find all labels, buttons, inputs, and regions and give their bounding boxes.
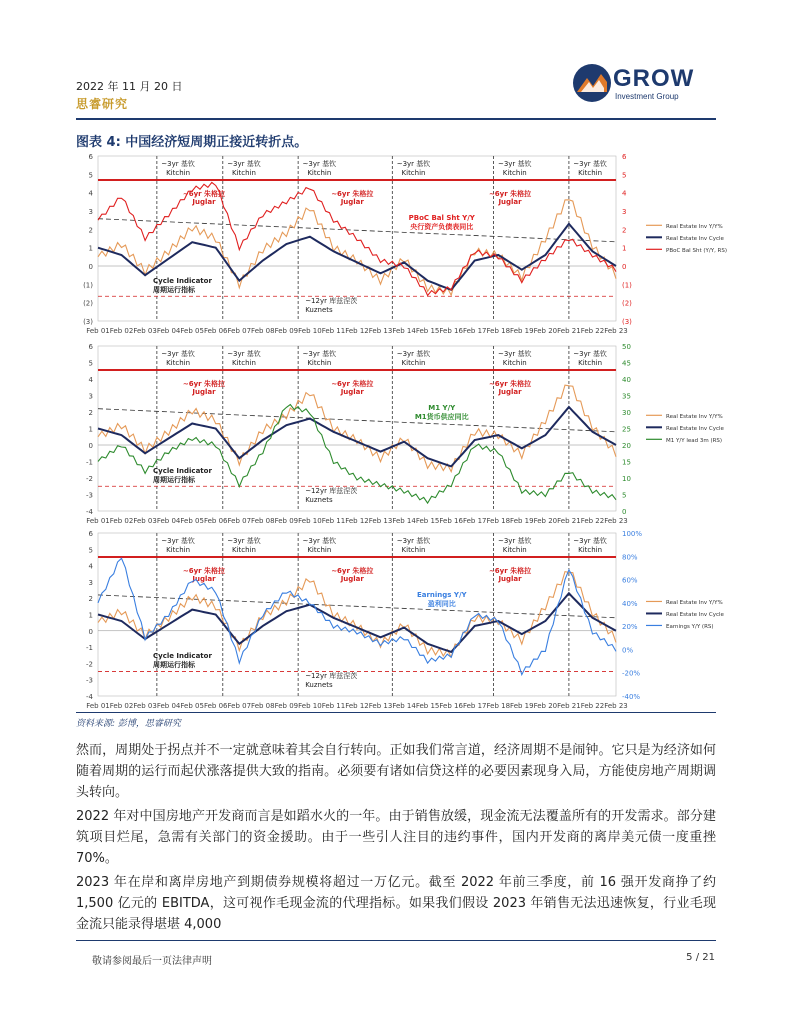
y2-tick-label: 3 [622, 208, 627, 216]
x-tick-label: Feb 21 [557, 517, 581, 525]
kuznets-label: Kuznets [305, 681, 333, 689]
paragraph-3: 2023 年在岸和离岸房地产到期债券规模将超过一万亿元。截至 2022 年前三季度，前 16 强开发商挣了约 1,500 亿元的 EBITDA，这可视作毛现金流的代理指标。如果我们假设 2023 年销售无法迅速恢复，行业毛现金流只能录得堪堪 4,000 [76, 875, 716, 932]
y-tick-label: 2 [88, 595, 93, 604]
brand-name: 思睿研究 [76, 97, 129, 111]
y2-tick-label: 40 [622, 376, 631, 384]
y2-tick-label: 6 [622, 153, 627, 161]
x-tick-label: Feb 15 [415, 327, 440, 335]
juglar-label: Juglar [498, 575, 522, 583]
x-tick-label: Feb 19 [510, 327, 534, 335]
x-tick-label: Feb 04 [156, 702, 181, 710]
cycle-label: Kitchin [578, 169, 603, 177]
x-tick-label: Feb 15 [415, 702, 440, 710]
y-tick-label: (2) [83, 299, 93, 308]
y2-tick-label: -40% [622, 693, 641, 701]
y-tick-label: 2 [88, 409, 93, 417]
y-tick-label: 2 [88, 226, 93, 235]
x-tick-label: Feb 01 [86, 702, 110, 710]
juglar-label: ~6yr 朱格拉 [331, 380, 374, 388]
source-rule [76, 712, 716, 713]
chart-3 [76, 527, 724, 710]
cycle-label: ~3yr 基钦 [573, 350, 607, 358]
logo-text: GROW [613, 65, 695, 92]
cycle-label: Kitchin [166, 359, 191, 367]
y-tick-label: 3 [88, 208, 93, 216]
y-tick-label: 5 [88, 359, 93, 368]
x-tick-label: Feb 15 [415, 517, 440, 525]
x-tick-label: Feb 09 [274, 702, 299, 710]
rs-series-label: 央行资产负债表同比 [410, 223, 474, 231]
juglar-label: ~6yr 朱格拉 [331, 567, 374, 575]
x-tick-label: Feb 05 [180, 702, 204, 710]
cycle-indicator-label: Cycle Indicator [153, 652, 212, 660]
cycle-label: Kitchin [307, 359, 332, 367]
chart-panel-2 [76, 340, 724, 525]
x-tick-label: Feb 17 [462, 517, 487, 525]
y-tick-label: (3) [83, 318, 93, 326]
cycle-label: ~3yr 基钦 [497, 160, 532, 168]
x-tick-label: Feb 05 [180, 517, 204, 525]
y2-tick-label: 45 [622, 359, 631, 368]
juglar-label: Juglar [192, 388, 216, 396]
y2-tick-label: 40% [622, 599, 638, 608]
x-tick-label: Feb 19 [510, 517, 534, 525]
cycle-indicator-label: Cycle Indicator [153, 277, 212, 285]
y-tick-label: -1 [86, 644, 93, 653]
x-tick-label: Feb 22 [580, 327, 605, 335]
header-rule [76, 118, 716, 120]
x-tick-label: Feb 04 [156, 517, 181, 525]
y2-tick-label: 15 [622, 458, 631, 467]
cycle-indicator-label: Cycle Indicator [153, 467, 212, 475]
cycle-label: Kitchin [307, 546, 332, 554]
cycle-label: Kitchin [502, 169, 527, 177]
cycle-label: Kitchin [232, 359, 256, 367]
y2-tick-label: 5 [622, 491, 627, 500]
legend-label: Real Estate Inv Cycle [666, 425, 724, 432]
rs-series-label: M1 Y/Y [428, 404, 456, 412]
y-tick-label: -2 [86, 660, 93, 669]
y-tick-label: 6 [88, 343, 93, 351]
cycle-label: ~3yr 基钦 [396, 350, 431, 358]
company-logo [571, 62, 721, 106]
x-tick-label: Feb 08 [251, 327, 275, 335]
juglar-label: ~6yr 朱格拉 [331, 190, 374, 198]
juglar-label: ~6yr 朱格拉 [488, 567, 532, 575]
x-tick-label: Feb 02 [109, 327, 134, 335]
x-tick-label: Feb 13 [368, 702, 393, 710]
x-tick-label: Feb 08 [251, 702, 275, 710]
y2-tick-label: (2) [622, 299, 632, 308]
cycle-label: Kitchin [232, 546, 256, 554]
x-tick-label: Feb 03 [133, 702, 157, 710]
cycle-label: ~3yr 基钦 [302, 537, 337, 545]
x-tick-label: Feb 23 [604, 702, 628, 710]
x-tick-label: Feb 07 [227, 327, 252, 335]
x-tick-label: Feb 21 [557, 327, 581, 335]
cycle-label: ~3yr 基钦 [573, 537, 607, 545]
y2-tick-label: 0 [622, 508, 627, 516]
x-tick-label: Feb 20 [533, 517, 558, 525]
legend-label: Real Estate Inv Y/Y% [666, 413, 723, 420]
cycle-label: Kitchin [166, 546, 191, 554]
y-tick-label: 6 [88, 530, 93, 538]
x-tick-label: Feb 17 [462, 702, 487, 710]
cycle-indicator-label: 周期运行指标 [153, 476, 195, 484]
cycle-label: ~3yr 基钦 [497, 537, 532, 545]
juglar-label: ~6yr 朱格拉 [182, 567, 226, 575]
logo-subtext: Investment Group [615, 92, 679, 101]
x-tick-label: Feb 23 [604, 517, 628, 525]
cycle-label: ~3yr 基钦 [161, 160, 195, 168]
x-tick-label: Feb 10 [298, 702, 322, 710]
cycle-label: Kitchin [401, 169, 426, 177]
y-tick-label: 0 [88, 442, 93, 450]
x-tick-label: Feb 01 [86, 327, 110, 335]
chart-1 [76, 150, 728, 335]
y2-tick-label: 4 [622, 189, 627, 198]
x-tick-label: Feb 12 [345, 702, 369, 710]
y2-tick-label: -20% [622, 669, 641, 678]
x-tick-label: Feb 02 [109, 702, 134, 710]
rs-series-label: M1货币供应同比 [414, 413, 469, 421]
cycle-label: ~3yr 基钦 [302, 160, 337, 168]
cycle-indicator-label: 周期运行指标 [153, 661, 195, 669]
cycle-label: Kitchin [502, 359, 527, 367]
x-tick-label: Feb 23 [604, 327, 628, 335]
cycle-label: Kitchin [232, 169, 256, 177]
kuznets-label: ~12yr 库兹涅茨 [305, 672, 358, 680]
series-line-2 [98, 407, 616, 466]
y2-tick-label: 80% [622, 553, 638, 562]
y2-tick-label: 60% [622, 576, 638, 585]
chart-panel-3 [76, 527, 724, 710]
legend-label: Real Estate Inv Cycle [666, 611, 724, 618]
x-tick-label: Feb 07 [227, 517, 252, 525]
y-tick-label: 5 [88, 171, 93, 180]
y2-tick-label: (1) [622, 281, 632, 290]
juglar-label: Juglar [192, 575, 216, 583]
x-tick-label: Feb 20 [533, 702, 558, 710]
y2-tick-label: 100% [622, 530, 643, 538]
legend-label: Real Estate Inv Cycle [666, 235, 724, 242]
report-date: 2022 年 11 月 20 日 [76, 80, 183, 93]
x-tick-label: Feb 03 [133, 327, 157, 335]
figure-title: 图表 4: 中国经济短周期正接近转折点。 [76, 135, 308, 150]
legend-label: Earnings Y/Y (RS) [666, 623, 714, 630]
juglar-label: ~6yr 朱格拉 [182, 190, 226, 198]
x-tick-label: Feb 10 [298, 327, 322, 335]
x-tick-label: Feb 10 [298, 517, 322, 525]
y-tick-label: -4 [86, 693, 93, 701]
x-tick-label: Feb 18 [486, 517, 511, 525]
x-tick-label: Feb 12 [345, 327, 369, 335]
x-tick-label: Feb 19 [510, 702, 534, 710]
y-tick-label: -4 [86, 508, 93, 516]
x-tick-label: Feb 08 [251, 517, 275, 525]
figure-source: 资料来源: 彭博，思睿研究 [76, 719, 181, 729]
y-tick-label: 4 [88, 562, 93, 571]
trend-line [98, 595, 616, 618]
juglar-label: ~6yr 朱格拉 [488, 190, 532, 198]
x-tick-label: Feb 14 [392, 517, 416, 525]
cycle-label: ~3yr 基钦 [227, 160, 261, 168]
footer-rule [76, 940, 716, 941]
page-number: 5 / 21 [686, 952, 715, 963]
x-tick-label: Feb 09 [274, 327, 299, 335]
y2-tick-label: 0% [622, 646, 634, 655]
x-tick-label: Feb 16 [439, 517, 463, 525]
y2-tick-label: 20 [622, 442, 631, 450]
cycle-label: Kitchin [401, 546, 426, 554]
juglar-label: Juglar [340, 198, 364, 206]
x-tick-label: Feb 18 [486, 702, 511, 710]
x-tick-label: Feb 16 [439, 702, 463, 710]
x-tick-label: Feb 05 [180, 327, 204, 335]
x-tick-label: Feb 01 [86, 517, 110, 525]
y-tick-label: 3 [88, 578, 93, 587]
y2-tick-label: 20% [622, 623, 638, 632]
rs-series-label: Earnings Y/Y [416, 591, 467, 599]
cycle-label: ~3yr 基钦 [497, 350, 532, 358]
juglar-label: ~6yr 朱格拉 [182, 380, 226, 388]
y2-tick-label: (3) [622, 318, 632, 326]
x-tick-label: Feb 03 [133, 517, 157, 525]
footer-disclaimer: 敬请参阅最后一页法律声明 [92, 956, 212, 967]
cycle-indicator-label: 周期运行指标 [153, 286, 195, 294]
x-tick-label: Feb 22 [580, 517, 605, 525]
y2-tick-label: 25 [622, 425, 631, 434]
y2-tick-label: 5 [622, 171, 627, 180]
cycle-label: Kitchin [307, 169, 332, 177]
kuznets-label: ~12yr 库兹涅茨 [305, 297, 358, 305]
y2-tick-label: 50 [622, 343, 631, 351]
cycle-label: ~3yr 基钦 [396, 537, 431, 545]
y-tick-label: 5 [88, 546, 93, 555]
series-line-2 [98, 593, 616, 652]
kuznets-label: ~12yr 库兹涅茨 [305, 487, 358, 495]
x-tick-label: Feb 14 [392, 327, 416, 335]
legend-label: Real Estate Inv Y/Y% [666, 599, 723, 606]
y-tick-label: -2 [86, 475, 93, 483]
cycle-label: Kitchin [502, 546, 527, 554]
y-tick-label: 1 [88, 425, 93, 434]
y-tick-label: -3 [86, 676, 93, 685]
juglar-label: Juglar [192, 198, 216, 206]
cycle-label: Kitchin [578, 359, 603, 367]
y2-tick-label: 10 [622, 475, 631, 483]
cycle-label: ~3yr 基钦 [302, 350, 337, 358]
x-tick-label: Feb 17 [462, 327, 487, 335]
y2-tick-label: 2 [622, 226, 627, 235]
cycle-label: ~3yr 基钦 [161, 350, 195, 358]
x-tick-label: Feb 11 [321, 327, 346, 335]
y-tick-label: -1 [86, 458, 93, 467]
x-tick-label: Feb 11 [321, 517, 346, 525]
x-tick-label: Feb 04 [156, 327, 181, 335]
y-tick-label: 0 [88, 627, 93, 636]
x-tick-label: Feb 13 [368, 327, 393, 335]
cycle-label: ~3yr 基钦 [161, 537, 195, 545]
juglar-label: Juglar [498, 388, 522, 396]
rs-series-label: 盈利同比 [427, 600, 456, 608]
y-tick-label: 6 [88, 153, 93, 161]
legend-label: Real Estate Inv Y/Y% [666, 223, 723, 230]
y-tick-label: 1 [88, 244, 93, 253]
y-tick-label: 4 [88, 376, 93, 384]
cycle-label: ~3yr 基钦 [227, 350, 261, 358]
cycle-label: ~3yr 基钦 [227, 537, 261, 545]
cycle-label: Kitchin [401, 359, 426, 367]
x-tick-label: Feb 06 [203, 702, 228, 710]
cycle-label: ~3yr 基钦 [396, 160, 431, 168]
juglar-label: Juglar [340, 388, 364, 396]
legend-label: PBoC Bal Sht (Y/Y, RS) [666, 247, 728, 254]
cycle-label: Kitchin [166, 169, 191, 177]
kuznets-label: Kuznets [305, 496, 333, 504]
y-tick-label: 0 [88, 263, 93, 271]
paragraph-1: 然而，周期处于拐点并不一定就意味着其会自行转向。正如我们常言道，经济周期不是闹钟。它只是为经济如何随着周期的运行而起伏涨落提供大致的指南。必须要有诸如信贷这样的必要因素现身入局，方能使房地产周期调头转向。 [76, 743, 716, 800]
x-tick-label: Feb 07 [227, 702, 252, 710]
juglar-label: ~6yr 朱格拉 [488, 380, 532, 388]
kuznets-label: Kuznets [305, 306, 333, 314]
logo-mark-icon [571, 62, 613, 104]
x-tick-label: Feb 12 [345, 517, 369, 525]
chart-2 [76, 340, 724, 525]
chart-panel-1 [76, 150, 728, 335]
x-tick-label: Feb 02 [109, 517, 134, 525]
y2-tick-label: 0 [622, 263, 627, 271]
x-tick-label: Feb 20 [533, 327, 558, 335]
x-tick-label: Feb 14 [392, 702, 416, 710]
y-tick-label: 1 [88, 611, 93, 620]
x-tick-label: Feb 16 [439, 327, 463, 335]
rs-series-label: PBoC Bal Sht Y/Y [408, 214, 475, 222]
y-tick-label: (1) [83, 281, 93, 290]
y-tick-label: 4 [88, 189, 93, 198]
y2-tick-label: 35 [622, 392, 631, 401]
y2-tick-label: 1 [622, 244, 627, 253]
cycle-label: Kitchin [578, 546, 603, 554]
legend-label: M1 Y/Y lead 3m (RS) [666, 437, 723, 444]
x-tick-label: Feb 06 [203, 327, 228, 335]
trend-line [98, 409, 616, 432]
y-tick-label: -3 [86, 491, 93, 500]
x-tick-label: Feb 18 [486, 327, 511, 335]
x-tick-label: Feb 13 [368, 517, 393, 525]
x-tick-label: Feb 11 [321, 702, 346, 710]
juglar-label: Juglar [340, 575, 364, 583]
cycle-label: ~3yr 基钦 [573, 160, 607, 168]
juglar-label: Juglar [498, 198, 522, 206]
x-tick-label: Feb 06 [203, 517, 228, 525]
paragraph-2: 2022 年对中国房地产开发商而言是如蹈水火的一年。由于销售放缓，现金流无法覆盖所有的开发需求。部分建筑项目烂尾，急需有关部门的资金援助。由于一些引人注目的违约事件，国内开发商的离岸美元债一度重挫 70%。 [76, 809, 716, 866]
x-tick-label: Feb 21 [557, 702, 581, 710]
x-tick-label: Feb 09 [274, 517, 299, 525]
x-tick-label: Feb 22 [580, 702, 605, 710]
y2-tick-label: 30 [622, 409, 631, 417]
y-tick-label: 3 [88, 392, 93, 401]
trend-line [98, 219, 616, 242]
